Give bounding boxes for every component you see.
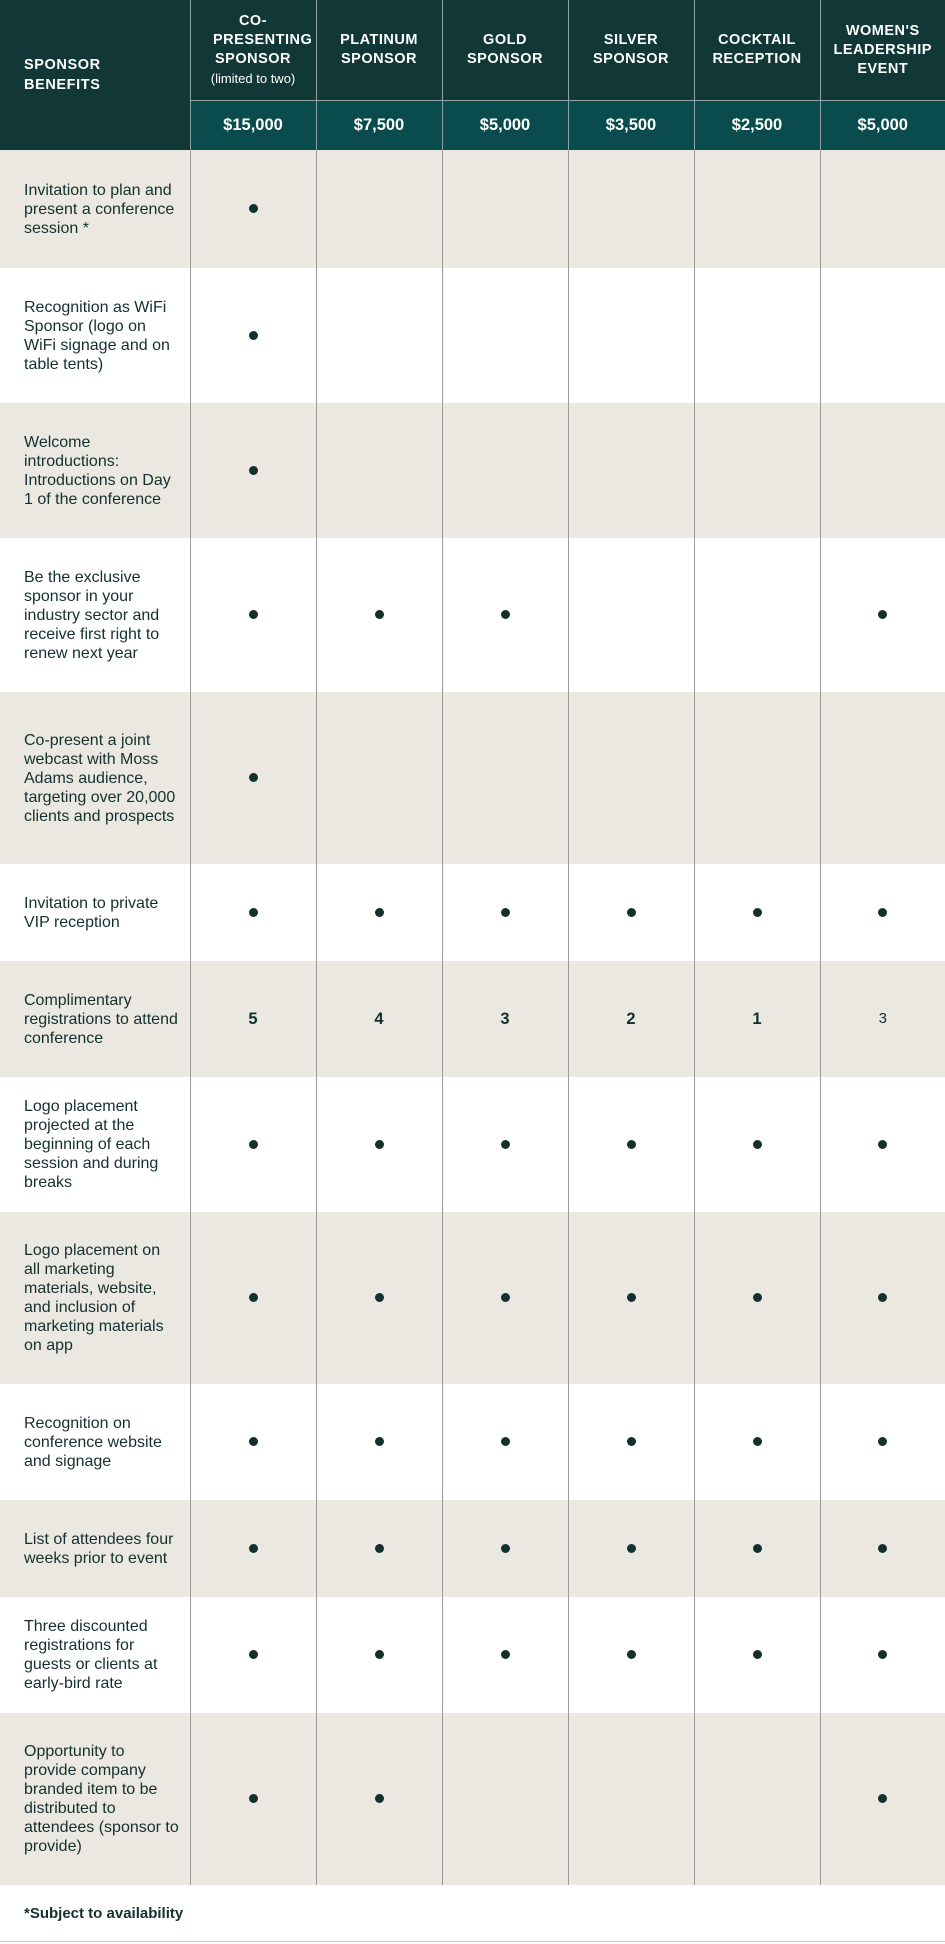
included-dot-icon xyxy=(375,1437,384,1446)
included-dot-icon xyxy=(375,1544,384,1553)
benefit-cell xyxy=(442,692,568,864)
included-dot-icon xyxy=(249,466,258,475)
table-row xyxy=(0,403,945,538)
benefit-cell xyxy=(442,538,568,692)
benefit-cell xyxy=(316,864,442,961)
footnote: *Subject to availability xyxy=(0,1885,945,1942)
benefit-cell xyxy=(694,538,820,692)
benefit-cell xyxy=(694,961,820,1077)
price-cocktail: $2,500 xyxy=(694,101,820,151)
benefit-cell xyxy=(694,403,820,538)
benefit-cell xyxy=(190,268,316,403)
included-dot-icon xyxy=(249,1650,258,1659)
price-co-presenting: $15,000 xyxy=(190,101,316,151)
registration-count: 3 xyxy=(500,1009,510,1028)
column-title: WOMEN'S LEADERSHIP EVENT xyxy=(833,22,932,77)
benefit-cell xyxy=(316,1384,442,1500)
benefit-cell xyxy=(442,1212,568,1384)
included-dot-icon xyxy=(501,1437,510,1446)
included-dot-icon xyxy=(501,1293,510,1302)
price-platinum: $7,500 xyxy=(316,101,442,151)
benefit-cell xyxy=(694,1212,820,1384)
benefit-cell xyxy=(442,1500,568,1597)
benefit-cell xyxy=(190,1212,316,1384)
included-dot-icon xyxy=(627,1437,636,1446)
included-dot-icon xyxy=(501,1650,510,1659)
benefit-cell xyxy=(316,403,442,538)
benefit-cell xyxy=(694,1713,820,1885)
benefit-label: Recognition as WiFi Sponsor (logo on WiFi signage and on table tents) xyxy=(0,268,190,403)
benefit-cell xyxy=(820,1597,945,1713)
benefit-cell xyxy=(820,692,945,864)
benefit-cell xyxy=(568,1597,694,1713)
included-dot-icon xyxy=(627,1293,636,1302)
price-gold: $5,000 xyxy=(442,101,568,151)
benefit-cell xyxy=(568,864,694,961)
table-row xyxy=(0,268,945,403)
benefit-cell xyxy=(568,150,694,268)
registration-count: 2 xyxy=(626,1009,636,1028)
benefit-cell xyxy=(568,268,694,403)
benefit-cell xyxy=(316,268,442,403)
benefit-cell xyxy=(316,692,442,864)
benefit-label: Invitation to plan and present a conference session * xyxy=(0,150,190,268)
registration-count: 3 xyxy=(878,1010,887,1027)
table-row xyxy=(0,1500,945,1597)
benefit-cell xyxy=(568,1384,694,1500)
benefit-cell xyxy=(694,1597,820,1713)
sponsor-benefits-heading-text: SPONSOR BENEFITS xyxy=(24,57,101,93)
benefit-label: Welcome introductions: Introductions on Day 1 of the conference xyxy=(0,403,190,538)
price-womens-leadership: $5,000 xyxy=(820,101,945,151)
benefit-cell xyxy=(190,961,316,1077)
benefit-cell xyxy=(442,1384,568,1500)
benefit-cell xyxy=(820,1500,945,1597)
benefit-cell xyxy=(820,538,945,692)
column-title: CO-PRESENTING SPONSOR xyxy=(213,13,313,67)
benefit-cell xyxy=(316,1212,442,1384)
column-header-co-presenting xyxy=(190,0,316,101)
column-title: GOLD SPONSOR xyxy=(466,32,543,67)
benefit-label: Logo placement projected at the beginning of each session and during breaks xyxy=(0,1077,190,1212)
registration-count: 1 xyxy=(752,1009,762,1028)
benefit-cell xyxy=(442,961,568,1077)
benefit-cell xyxy=(568,692,694,864)
included-dot-icon xyxy=(878,1293,887,1302)
benefit-cell xyxy=(568,1212,694,1384)
benefit-cell xyxy=(190,150,316,268)
benefit-cell xyxy=(820,268,945,403)
column-title: PLATINUM SPONSOR xyxy=(340,32,418,67)
column-header-platinum xyxy=(316,0,442,101)
benefit-cell xyxy=(820,1077,945,1212)
included-dot-icon xyxy=(627,1140,636,1149)
benefit-cell xyxy=(190,538,316,692)
included-dot-icon xyxy=(501,908,510,917)
benefit-label: List of attendees four weeks prior to event xyxy=(0,1500,190,1597)
column-subtitle: (limited to two) xyxy=(210,71,296,86)
included-dot-icon xyxy=(249,610,258,619)
benefit-label: Logo placement on all marketing materials, website, and inclusion of marketing materials on app xyxy=(0,1212,190,1384)
benefit-cell xyxy=(190,1597,316,1713)
benefit-cell xyxy=(316,961,442,1077)
included-dot-icon xyxy=(249,1293,258,1302)
sponsor-benefits-heading xyxy=(0,0,190,150)
included-dot-icon xyxy=(878,1650,887,1659)
benefit-cell xyxy=(316,1597,442,1713)
column-header-silver xyxy=(568,0,694,101)
column-title: COCKTAIL RECEPTION xyxy=(712,32,802,67)
benefit-label: Three discounted registrations for guests or clients at early-bird rate xyxy=(0,1597,190,1713)
included-dot-icon xyxy=(878,1140,887,1149)
benefit-cell xyxy=(568,1077,694,1212)
header-title-row xyxy=(0,0,945,101)
registration-count: 4 xyxy=(374,1009,384,1028)
benefit-label: Co-present a joint webcast with Moss Adams audience, targeting over 20,000 clients and prospects xyxy=(0,692,190,864)
included-dot-icon xyxy=(878,908,887,917)
column-header-womens-leadership xyxy=(820,0,945,101)
included-dot-icon xyxy=(753,1437,762,1446)
benefit-label: Be the exclusive sponsor in your industry sector and receive first right to renew next year xyxy=(0,538,190,692)
benefit-cell xyxy=(442,864,568,961)
benefit-cell xyxy=(190,864,316,961)
benefit-cell xyxy=(694,692,820,864)
benefit-cell xyxy=(568,403,694,538)
included-dot-icon xyxy=(375,1293,384,1302)
benefit-cell xyxy=(316,1077,442,1212)
benefit-cell xyxy=(820,1212,945,1384)
included-dot-icon xyxy=(249,1794,258,1803)
benefit-cell xyxy=(568,538,694,692)
included-dot-icon xyxy=(878,1544,887,1553)
benefit-cell xyxy=(316,1713,442,1885)
included-dot-icon xyxy=(375,908,384,917)
benefit-cell xyxy=(568,1713,694,1885)
benefit-cell xyxy=(442,1713,568,1885)
included-dot-icon xyxy=(375,1140,384,1149)
benefit-cell xyxy=(190,1500,316,1597)
benefit-cell xyxy=(694,864,820,961)
included-dot-icon xyxy=(249,1437,258,1446)
included-dot-icon xyxy=(878,1437,887,1446)
included-dot-icon xyxy=(249,908,258,917)
table-row xyxy=(0,864,945,961)
included-dot-icon xyxy=(753,1293,762,1302)
benefit-cell xyxy=(694,150,820,268)
benefit-cell xyxy=(820,864,945,961)
column-title: SILVER SPONSOR xyxy=(592,32,669,67)
benefit-cell xyxy=(190,403,316,538)
benefit-cell xyxy=(820,150,945,268)
benefit-cell xyxy=(442,150,568,268)
included-dot-icon xyxy=(375,1650,384,1659)
included-dot-icon xyxy=(249,1544,258,1553)
benefit-cell xyxy=(568,961,694,1077)
benefit-cell xyxy=(316,538,442,692)
registration-count: 5 xyxy=(248,1009,258,1028)
benefit-cell xyxy=(442,268,568,403)
included-dot-icon xyxy=(878,610,887,619)
column-header-gold xyxy=(442,0,568,101)
benefit-cell xyxy=(316,1500,442,1597)
benefit-cell xyxy=(442,1077,568,1212)
benefit-rows xyxy=(0,150,945,1885)
price-silver: $3,500 xyxy=(568,101,694,151)
benefit-cell xyxy=(190,1713,316,1885)
included-dot-icon xyxy=(878,1794,887,1803)
included-dot-icon xyxy=(501,1544,510,1553)
table-row xyxy=(0,1384,945,1500)
table-row xyxy=(0,1597,945,1713)
included-dot-icon xyxy=(753,1650,762,1659)
table-row xyxy=(0,150,945,268)
benefit-cell xyxy=(820,1384,945,1500)
table-row xyxy=(0,692,945,864)
table-row xyxy=(0,1212,945,1384)
table-row xyxy=(0,961,945,1077)
included-dot-icon xyxy=(501,610,510,619)
benefit-cell xyxy=(694,1077,820,1212)
table-row xyxy=(0,1077,945,1212)
included-dot-icon xyxy=(249,204,258,213)
benefit-label: Invitation to private VIP reception xyxy=(0,864,190,961)
included-dot-icon xyxy=(249,773,258,782)
benefit-label: Opportunity to provide company branded item to be distributed to attendees (sponsor to provide) xyxy=(0,1713,190,1885)
benefit-label: Complimentary registrations to attend conference xyxy=(0,961,190,1077)
benefit-cell xyxy=(820,403,945,538)
benefit-label: Recognition on conference website and signage xyxy=(0,1384,190,1500)
benefit-cell xyxy=(316,150,442,268)
benefit-cell xyxy=(190,692,316,864)
table-row xyxy=(0,538,945,692)
included-dot-icon xyxy=(375,1794,384,1803)
benefit-cell xyxy=(694,1500,820,1597)
included-dot-icon xyxy=(375,610,384,619)
included-dot-icon xyxy=(753,1140,762,1149)
included-dot-icon xyxy=(627,1544,636,1553)
included-dot-icon xyxy=(501,1140,510,1149)
benefit-cell xyxy=(820,961,945,1077)
benefit-cell xyxy=(568,1500,694,1597)
benefit-cell xyxy=(820,1713,945,1885)
included-dot-icon xyxy=(627,1650,636,1659)
benefit-cell xyxy=(190,1077,316,1212)
benefit-cell xyxy=(694,1384,820,1500)
included-dot-icon xyxy=(753,1544,762,1553)
benefit-cell xyxy=(442,1597,568,1713)
included-dot-icon xyxy=(249,1140,258,1149)
included-dot-icon xyxy=(627,908,636,917)
benefit-cell xyxy=(442,403,568,538)
included-dot-icon xyxy=(753,908,762,917)
table-row xyxy=(0,1713,945,1885)
benefit-cell xyxy=(694,268,820,403)
column-header-cocktail xyxy=(694,0,820,101)
benefit-cell xyxy=(190,1384,316,1500)
included-dot-icon xyxy=(249,331,258,340)
